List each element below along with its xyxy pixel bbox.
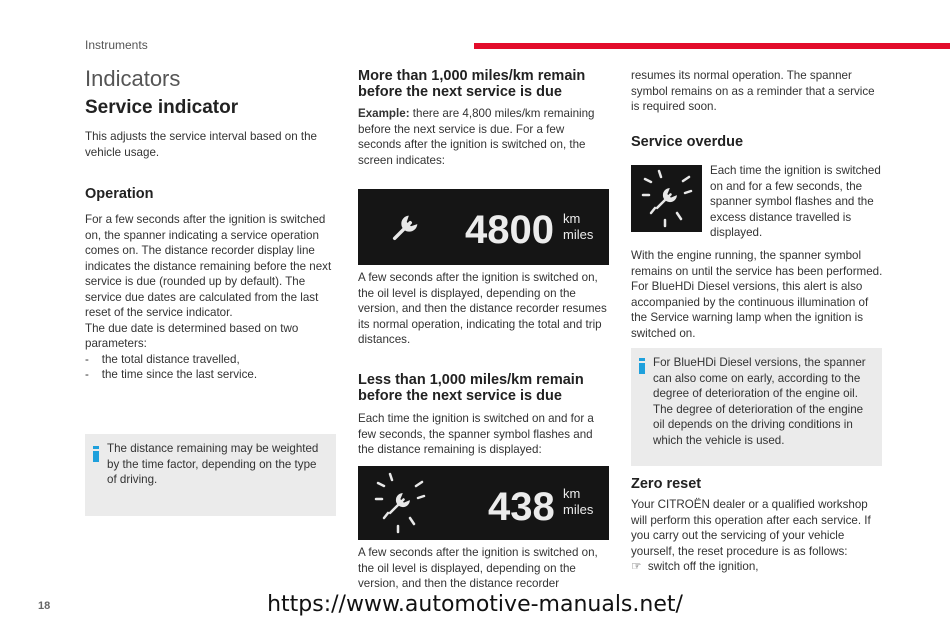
flashing-spanner-icon	[376, 474, 424, 532]
less-heading: Less than 1,000 miles/km remain before the next service is due	[358, 372, 584, 404]
distance-readout: 438	[488, 485, 555, 529]
info-box	[85, 434, 336, 516]
due-paragraph: The due date is determined based on two parameters:	[85, 321, 299, 350]
list-item: ☞ switch off the ignition,	[631, 560, 759, 573]
spanner-icon	[389, 214, 419, 244]
flashing-spanner-icon	[631, 165, 702, 232]
header-accent-bar	[474, 43, 950, 49]
info-text: The distance remaining may be weighted by the time factor, depending on the type of driving.	[107, 442, 319, 486]
unit-km: km	[563, 486, 581, 501]
list-item: - the total distance travelled,	[85, 352, 240, 366]
overdue-side-text: Each time the ignition is switched on and for a few seconds, the spanner symbol flashes and the excess distance travelled is displayed.	[710, 164, 881, 239]
info-box	[631, 348, 882, 466]
display-panel-438	[358, 466, 609, 540]
page-title: Indicators	[85, 66, 181, 91]
overdue-heading: Service overdue	[631, 134, 744, 150]
example-text: Example: there are 4,800 miles/km remaining before the next service is due. For a few seconds after the ignition is switched on, the screen indicates:	[358, 107, 595, 167]
after-text-2: A few seconds after the ignition is switched on, the oil level is displayed, depending on the version, and then the distance recorder	[358, 546, 598, 590]
distance-readout: 4800	[465, 208, 554, 252]
operation-heading: Operation	[85, 186, 154, 202]
info-icon	[93, 446, 99, 460]
spanner-display	[358, 189, 609, 265]
section-title: Service indicator	[85, 97, 239, 118]
unit-miles: miles	[563, 227, 594, 242]
unit-miles: miles	[563, 502, 594, 517]
intro-text: This adjusts the service interval based on the vehicle usage.	[85, 130, 317, 159]
more-heading: More than 1,000 miles/km remain before the next service is due	[358, 68, 586, 100]
footer-url-link[interactable]: https://www.automotive-manuals.net/	[267, 592, 683, 617]
reset-text: Your CITROËN dealer or a qualified workshop will perform this operation after each service. If you carry out the servicing of your vehicle yourself, the reset procedure is as follows: ☞ switch off the ignition,	[631, 498, 871, 573]
reset-heading: Zero reset	[631, 476, 702, 492]
operation-paragraph: For a few seconds after the ignition is switched on, the spanner indicating a service operation comes on. The distance recorder display line indicates the distance remaining before the next service is due (rounded up by default). The service due dates are calculated from the last reset of the service indicator.	[85, 213, 332, 319]
less-text: Each time the ignition is switched on and for a few seconds, the spanner symbol flashes and the distance remaining is displayed:	[358, 412, 594, 456]
unit-km: km	[563, 211, 581, 226]
example-label: Example:	[358, 107, 410, 120]
operation-text	[85, 212, 335, 383]
after-text-1: A few seconds after the ignition is switched on, the oil level is displayed, depending on the version, and then the distance recorder resumes its normal operation, indicating the total and trip distances.	[358, 271, 607, 346]
page-number: 18	[38, 600, 51, 612]
pointing-hand-icon: ☞	[631, 560, 642, 573]
section-tag: Instruments	[85, 38, 148, 52]
overdue-icon-panel	[631, 165, 702, 232]
info-icon	[639, 358, 645, 372]
list-item: - the time since the last service.	[85, 368, 258, 381]
flashing-spanner-display	[358, 466, 609, 540]
continued-text: resumes its normal operation. The spanner symbol remains on as a reminder that a service is required soon.	[631, 69, 875, 113]
overdue-text: With the engine running, the spanner symbol remains on until the service has been performed. For BlueHDi Diesel versions, this alert is also accompanied by the continuous illumination of the Service warning lamp when the ignition is switched on.	[631, 249, 883, 340]
info-text: For BlueHDi Diesel versions, the spanner can also come on early, according to the degree of deterioration of the engine oil. The degree of deterioration of the engine oil depends on the driving conditions in which the vehicle is used.	[653, 356, 866, 447]
display-panel-4800	[358, 189, 609, 265]
